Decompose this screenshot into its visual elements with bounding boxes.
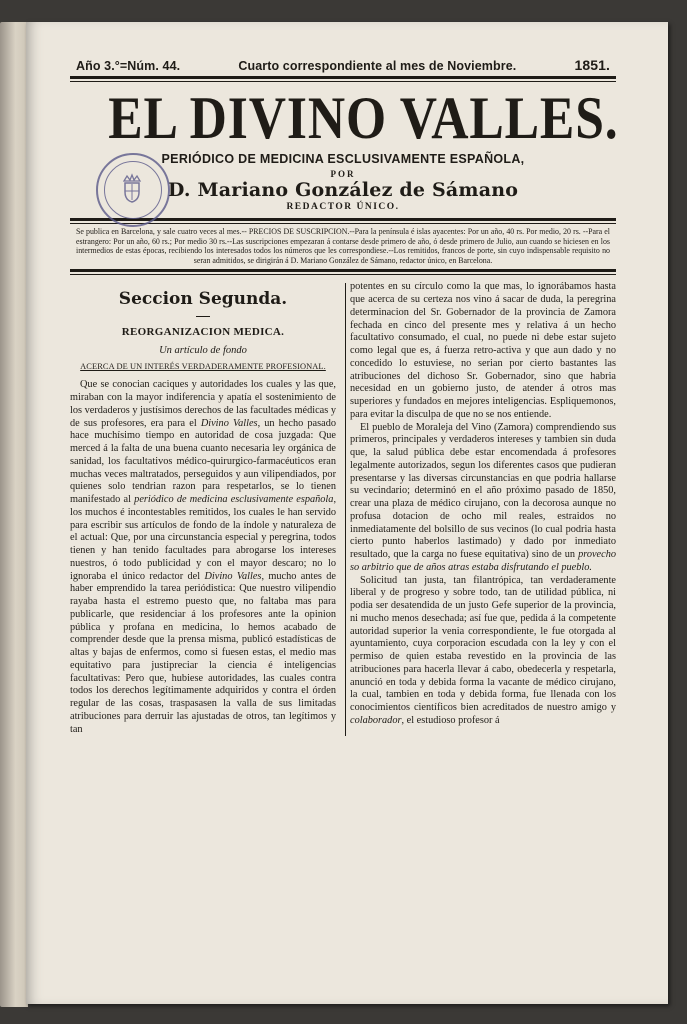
masthead-title: EL DIVINO VALLES. bbox=[108, 85, 619, 151]
article-columns bbox=[70, 281, 616, 736]
right-column bbox=[350, 281, 616, 736]
italic-run: Divino Valles bbox=[200, 417, 258, 429]
right-paragraph bbox=[350, 575, 616, 728]
issue-line bbox=[70, 57, 616, 76]
facing-page-edge bbox=[0, 22, 28, 1007]
article-title: REORGANIZACION MEDICA. bbox=[121, 326, 285, 339]
masthead-editor-role: REDACTOR ÚNICO. bbox=[286, 202, 400, 212]
notice-bottom-rule bbox=[70, 269, 616, 275]
left-paragraph bbox=[70, 379, 336, 736]
crown-crest-icon bbox=[120, 173, 144, 203]
issue-year: 1851. bbox=[574, 57, 610, 73]
article-subtitle: Un artículo de fondo bbox=[159, 344, 247, 356]
text-run: El pueblo de Moraleja del Vino (Zamora) comprendiendo sus primeros, principales y verdaderos intereses y tambien sin duda que, la salud pública debe estar encomendada á profesores legalmente autorizados, segun los diferentes casos que pudieran presentarse y las diversas circunstancias en que podria hallarse su vecindario; determinó en el año próximo pasado de 1850, crear una plaza de médico cirujano, con la decorosa aunque no profusa dotacion de ocho mil reales, estraidos no inmediatamente del bolsillo de sus vecinos (lo cual podria hasta cierto punto haberlos lastimado) y dado por inmediato resultado, que la carga no fuese equitativa) sino de un bbox=[350, 421, 616, 561]
header-rule bbox=[70, 76, 616, 82]
masthead-editor: D. Mariano González de Sámano bbox=[167, 179, 519, 201]
text-run: , un hecho pasado hace muchísimo tiempo en autoridad de cosa juzgada: Que merced á la falta de una buena cuanto necesaria ley orgánica de sanidad, los facultativos médico-quirurgico-farmacéuticos eran muchas veces maltratados, perseguidos y aun vilipendiados, por quienes solo tendrian razon para respetarlos, se lo tienen manifestado al bbox=[70, 417, 336, 506]
text-run: , el estudioso profesor á bbox=[401, 714, 500, 726]
italic-run: colaborador bbox=[350, 714, 402, 726]
text-run: , los muchos é incontestables remitidos, los cuales le han servido para escribir sus artículos de fondo de la índole y naturaleza de el actual: Que, por una circunstancia especial y peregrina, todos tienen y han tenido facultades para abrogarse los intereses nuestros, ó todo publicidad y con el mayor descaro; no lo ignoraba el único redactor del bbox=[70, 494, 337, 582]
right-paragraph bbox=[350, 422, 616, 575]
article-tagline: ACERCA DE UN INTERÉS VERDADERAMENTE PROFESIONAL. bbox=[80, 361, 326, 371]
italic-run: provecho so arbitrio que de años atras estaba disfrutando el pueblo. bbox=[350, 549, 616, 573]
issue-period: Cuarto correspondiente al mes de Noviembre. bbox=[238, 59, 517, 73]
library-stamp bbox=[96, 153, 170, 227]
italic-run: periódico de medicina esclusivamente española bbox=[134, 494, 334, 506]
left-column bbox=[70, 281, 341, 736]
text-run: Solicitud tan justa, tan filantrópica, tan verdaderamente liberal y de progreso y sobre todo, tan de utilidad pública, ni podia ser desatendida de un justo Gefe superior de la provincia, ni mucho menos desechada; así fue que, pedida á la competente autoridad superior la venia correspondiente, le fue otorgada al ayuntamiento, cuya corporacion escudada con la ley y con el permiso de quien estaba revestido en la provincia de las atribuciones para hacerla llevar á cabo, obedecerla y respetarla, anunció en toda y debida forma la vacante de médico cirujano, la cual, tambien en toda y debida forma, fue llenada con los conocimientos científicos bien acreditados de nuestro amigo y bbox=[350, 574, 616, 714]
right-paragraph: potentes en su círculo como la que mas, lo ignorábamos hasta que acerca de su certeza nos vino á sacar de duda, la peregrina determinacion del Sr. Gobernador de la provincia de Zamora fechada en cinco del presente mes y relativa á un hecho facultativo consumado, el cual, no puede ni debe estar sujeto como legal que es, á fuerza retro-activa y que aun dado y no concedido lo estuviese, no serian por cierto bastantes las atribuciones del dichoso Sr. Gobernador, sino que habria necesidad en un gobierno justo, de atender á otros mas superiores y fundados en mejores inteligencias. Espliquemonos, para evitar la disculpa de que no se nos entiende. bbox=[350, 281, 616, 420]
text-run: , mucho antes de haber emprendido la tarea periódistica: Que nuestro vilipendio rayaba hasta el estremo puesto que, no faltaba mas para publicarle, que residenciar á los profesores ante la opinion pública y profana en medicina, lo hemos acabado de comprender desde que la prensa misma, publicó estadísticas de altas y bajas de enfermos, como si fuesen estas, el medio mas equitativo para justipreciar la ciencia é inteligencias facultativas: Pero que, hubiese autoridades, las cuales contra todos los derechos legítimamente adquiridos y contra el órden regular de las cosas, traspasasen la valla de sus limitadas atribuciones para derruir las ajustadas de otros, tan legítimos y tan bbox=[70, 570, 336, 735]
subscription-notice: Se publica en Barcelona, y sale cuatro veces al mes.-- PRECIOS DE SUSCRIPCION.--Para la península é islas ayacentes: Por un año, 40 rs. Por medio, 20 rs. --Para el estrangero: Por un año, 60 rs.; Por medio 30 rs.--Las suscripciones empezaran á contarse desde primero de año, ó desde primero de Julio, aun cuando se hiciesen en los intermedios de estas épocas, recibiendo los interesados todos los números que les correspondiese.--Los remitidos, francos de porte, sin cuyo indispensable requisito no seran admitidos, se dirigirán á D. Mariano González de Sámano, redactor único, en Barcelona. bbox=[76, 227, 610, 265]
text-run: Que se conocian caciques y autoridades los cuales y las que, miraban con la mayor indiferencia y apatía el sostenimiento de los verdaderos y justísimos derechos de las facultades médicas y de sus profesores, era para el bbox=[70, 379, 336, 429]
italic-run: Divino Valles bbox=[204, 570, 262, 582]
masthead-por: POR bbox=[330, 169, 356, 179]
section-title: Seccion Segunda. bbox=[118, 289, 288, 310]
column-divider bbox=[345, 283, 346, 736]
issue-number: Año 3.°=Núm. 44. bbox=[76, 59, 181, 73]
section-divider bbox=[196, 316, 210, 317]
masthead-subtitle: PERIÓDICO DE MEDICINA ESCLUSIVAMENTE ESPAÑOLA, bbox=[161, 152, 525, 166]
